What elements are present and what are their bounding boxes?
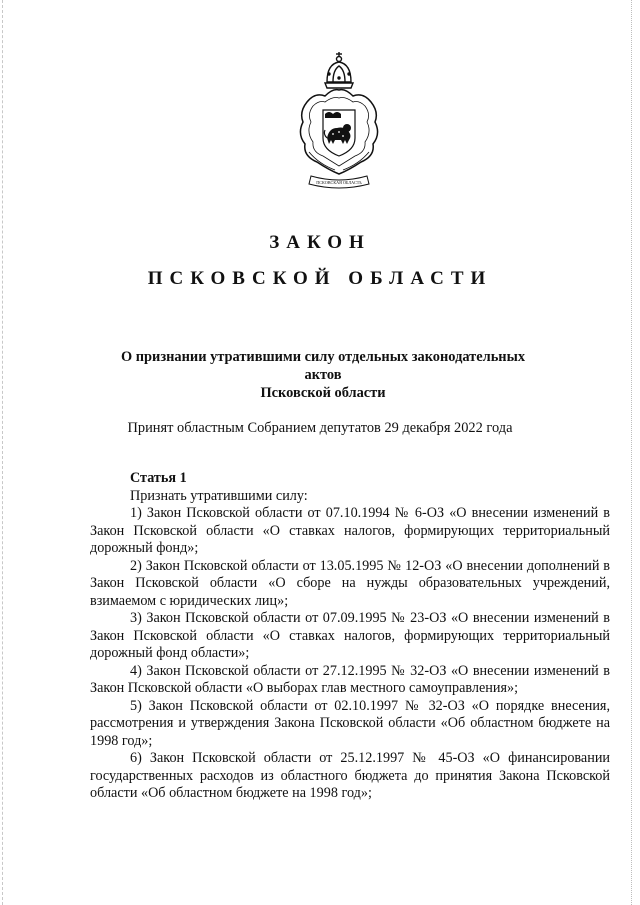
article-section: [90, 470, 610, 803]
emblem-motto-text: ПСКОВСКАЯ ОБЛАСТЬ: [316, 180, 362, 185]
adoption-line: Принят областным Собранием депутатов 29 декабря 2022 года: [127, 420, 513, 436]
law-subject-line1: О признании утратившими силу отдельных законодательных актов: [120, 349, 526, 383]
article-intro: Признать утратившими силу:: [130, 487, 308, 504]
scan-edge-left: [2, 0, 5, 905]
document-title: ЗАКОН: [269, 232, 371, 253]
list-item: 4) Закон Псковской области от 27.12.1995 № 32-ОЗ «О внесении изменений в Закон Псковской области «О выборах глав местного самоуправления»;: [90, 662, 610, 696]
law-subject: [118, 348, 528, 402]
article-title: Статья 1: [130, 470, 187, 486]
list-item: 5) Закон Псковской области от 02.10.1997 № 32-ОЗ «О порядке внесения, рассмотрения и утверждения Закона Псковской области «Об областном бюджете на 1998 год»;: [90, 697, 610, 749]
list-item: 1) Закон Псковской области от 07.10.1994 № 6-ОЗ «О внесении изменений в Закон Псковской области «О ставках налогов, формирующих территориальный дорожный фонд»;: [90, 505, 610, 556]
law-subject-line2: Псковской области: [260, 385, 386, 401]
crown-icon: [325, 52, 353, 88]
document-subtitle: ПСКОВСКОЙ ОБЛАСТИ: [147, 268, 493, 289]
repealed-laws-list: [90, 505, 610, 803]
list-item: 3) Закон Псковской области от 07.09.1995 № 23-ОЗ «О внесении изменений в Закон Псковской области «О ставках налогов, формирующих территориальный дорожный фонд области»;: [90, 610, 610, 661]
list-item: 6) Закон Псковской области от 25.12.1997 № 45-ОЗ «О финансировании государственных расходов из областного бюджета до принятия Закона Псковской области «Об областном бюджете на 1998 год»;: [90, 750, 610, 801]
coat-of-arms-emblem: [289, 52, 389, 200]
scan-edge-right: [631, 0, 634, 905]
list-item: 2) Закон Псковской области от 13.05.1995 № 12-ОЗ «О внесении дополнений в Закон Псковской области «О сборе на нужды образовательных учреждений, взимаемом с юридических лиц»;: [90, 557, 610, 609]
